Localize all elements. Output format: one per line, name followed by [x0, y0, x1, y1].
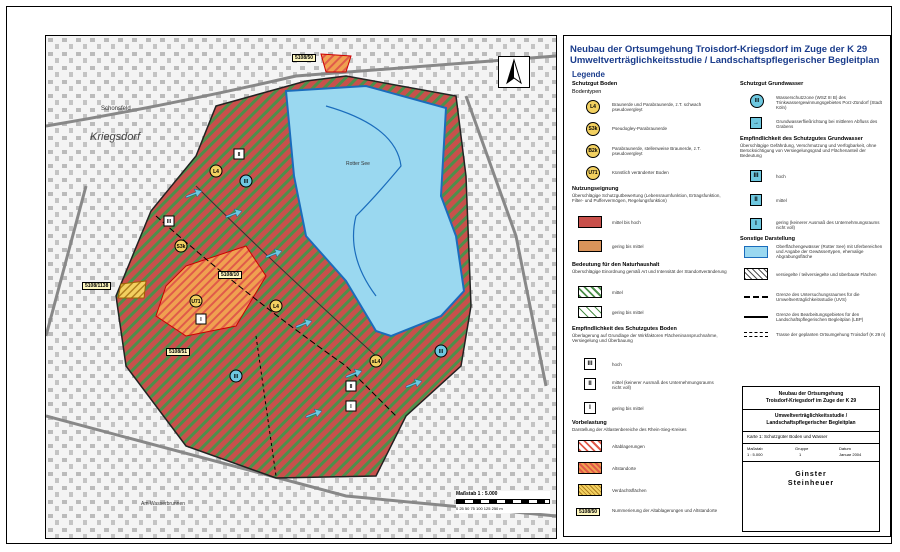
tb-divider	[743, 443, 879, 444]
svg-text:III: III	[166, 219, 172, 225]
svg-text:sL4: sL4	[371, 359, 381, 365]
nature-label: gering bis mittel	[612, 310, 644, 315]
other-heading: Sonstige Darstellung	[740, 236, 796, 242]
gw-sens-symbol: II	[750, 194, 762, 206]
usage-text: Überschlägige Schutzgutbewertung (Lebensraumfunktion, Ertragsfunktion, Filter- und Puffervermögen, Regelungsfunktion)	[572, 193, 721, 203]
legend-panel	[563, 35, 891, 537]
tb-line: Landschaftspflegerischer Begleitplan	[766, 420, 856, 426]
svg-text:II: II	[349, 384, 353, 390]
other-label: versiegelte / teilversiegelte und überbaute Flächen	[776, 272, 877, 277]
gw-sens-label: hoch	[776, 174, 786, 179]
altlast-label[interactable]: 5108/1138	[82, 282, 111, 290]
sealed-swatch	[744, 268, 768, 280]
sensitivity-symbol: II	[584, 378, 596, 390]
soil-symbol: S3k	[586, 122, 600, 136]
other-label: Grenze des Bearbeitungsgebietes für den Landschaftspflegerischen Begleitplan (LBP)	[776, 312, 864, 322]
verdacht-c	[118, 281, 146, 298]
sensitivity-label: mittel (keinerer Ausmaß des Unternehmungsraums nicht voll)	[612, 380, 714, 390]
soil-text: Pseudogley-Parabraunerde	[612, 126, 668, 131]
soil-text: Parabraunerde, stellenweise Braunerde, z.T. pseudovergleyt	[612, 146, 701, 156]
gw-sens-symbol: III	[750, 170, 762, 182]
scale-bar: Maßstab 1 : 5.000 0 25 50 75 100 125 250 m	[456, 491, 550, 513]
map-area[interactable]	[45, 35, 557, 539]
other-label: Trasse der geplanten Ortsumgehung Troisdorf (K 29 n)	[776, 332, 886, 337]
preload-label: Verdachtsflächen	[612, 488, 647, 493]
nature-swatch-low	[578, 306, 602, 318]
legend-heading: Legende	[572, 70, 605, 79]
altlast-label[interactable]: 5108/10	[218, 271, 242, 279]
tb-cell: Datum	[839, 446, 851, 451]
gw-sens-text: Überschlägige Gefährdung, Verschmutzung und Verfügbarkeit, ohne Berücksichtigung von Versiegelungsgrad und Flächenanteil der Bedeutung	[740, 143, 877, 158]
tb-divider	[743, 461, 879, 462]
usage-heading: Nutzungseignung	[572, 186, 619, 192]
groundwater-text: Grundwasserfließrichtung bei mittleren Abfluss des Grabens	[776, 119, 878, 129]
sensitivity-symbol: III	[584, 358, 596, 370]
gw-sens-symbol: I	[750, 218, 762, 230]
north-arrow	[498, 56, 530, 88]
sensitivity-text: Überlagerung auf Grundlage der Wirkfaktoren Flächeninanspruchnahme, Versiegelung und Überbauung	[572, 333, 718, 343]
gw-sens-label: mittel	[776, 198, 787, 203]
tb-line: Neubau der Ortsumgehung	[778, 391, 844, 397]
tb-divider	[743, 431, 879, 432]
map-title: Neubau der Ortsumgehung Troisdorf-Kriegsdorf im Zuge der K 29 Umweltverträglichkeitsstudie / Landschaftspflegerischer Begleitplan	[570, 44, 880, 66]
soil-symbol: B2k	[586, 144, 600, 158]
nature-label: mittel	[612, 290, 623, 295]
tb-divider	[743, 409, 879, 410]
sensitivity-label: hoch	[612, 362, 622, 367]
usage-label: gering bis mittel	[612, 244, 644, 249]
other-label: Grenze des Untersuchungsraumes für die Umweltverträglichkeitsstudie (UVS)	[776, 292, 860, 302]
title-block	[742, 386, 880, 532]
lbp-boundary-swatch	[744, 316, 768, 318]
soil-text: Braunerde und Parabraunerde, z.T. schwach pseudovergleyt	[612, 102, 702, 112]
uvs-boundary-swatch	[744, 296, 768, 298]
street-label: Am Wasserbrunnen	[141, 501, 185, 507]
flow-arrow-icon: →	[750, 117, 762, 129]
tb-line: Umweltverträglichkeitsstudie /	[774, 413, 848, 419]
soil-heading: Schutzgut Boden	[572, 81, 618, 87]
groundwater-symbol: III	[750, 94, 764, 108]
svg-text:L4: L4	[213, 169, 219, 175]
route-swatch	[744, 332, 768, 337]
preload-label: Nummerierung der Altablagerungen und Altstandorte	[612, 508, 718, 513]
gw-sens-heading: Empfindlichkeit des Schutzgutes Grundwasser	[740, 136, 863, 142]
place-label: Kriegsdorf	[90, 131, 141, 143]
svg-text:S3k: S3k	[176, 244, 186, 250]
altablagerung-a	[321, 54, 351, 72]
firm-logo: Steinheuer	[787, 480, 835, 487]
svg-text:III: III	[438, 349, 444, 355]
nature-text: Überschlägige Einordnung gemäß Art und Intensität der Standortveränderung	[572, 269, 727, 274]
preload-text: Darstellung der Altlastenbereiche des Rhein-Sieg-Kreises	[572, 427, 687, 432]
preload-swatch	[578, 484, 602, 496]
soil-symbol: L4	[586, 100, 600, 114]
soil-text: Künstlich veränderter Boden	[612, 170, 669, 175]
tb-cell: Maßstab	[747, 446, 763, 451]
sensitivity-heading: Empfindlichkeit des Schutzgutes Boden	[572, 326, 677, 332]
sensitivity-symbol: I	[584, 402, 596, 414]
svg-text:III: III	[243, 179, 249, 185]
lake-label: Rotter See	[346, 161, 370, 167]
preload-label: Altablagerungen	[612, 444, 645, 449]
svg-text:L4: L4	[273, 304, 279, 310]
nature-swatch-medium	[578, 286, 602, 298]
preload-code: 5108/50	[576, 508, 600, 516]
preload-label: Altstandorte	[612, 466, 637, 471]
sensitivity-label: gering bis mittel	[612, 406, 644, 411]
svg-text:III: III	[233, 374, 239, 380]
preload-swatch	[578, 440, 602, 452]
firm-logo: Ginster	[795, 471, 827, 478]
tb-cell: 1 : 5.000	[747, 452, 763, 457]
usage-swatch-high	[578, 216, 602, 228]
place-label-2: Schonsfeld	[101, 106, 131, 112]
altlast-label[interactable]: 5108/51	[166, 348, 190, 356]
tb-line: Troisdorf-Kriegsdorf im Zuge der K 29	[765, 398, 857, 404]
lake-swatch	[744, 246, 768, 258]
tb-cell: 1	[799, 452, 802, 457]
svg-text:I: I	[350, 404, 352, 410]
tb-karte: Karte 1: Schutzgüter Boden und Wasser	[747, 434, 828, 439]
svg-text:II: II	[237, 152, 241, 158]
tb-cell: Gruppe	[795, 446, 809, 451]
svg-text:I: I	[200, 317, 202, 323]
other-label: Oberflächengewässer (Rotter See) mit Uferbereichen und Angabe der Gewässertypen, ehemalige Abgrabungsfläche	[776, 244, 883, 259]
tb-cell: Januar 2004	[839, 452, 862, 457]
sheet-frame	[6, 6, 892, 544]
usage-label: mittel bis hoch	[612, 220, 641, 225]
altlast-label[interactable]: 5108/50	[292, 54, 316, 62]
svg-text:U71: U71	[191, 299, 201, 305]
nature-heading: Bedeutung für den Naturhaushalt	[572, 262, 660, 268]
gw-sens-label: gering (keinerer Ausmaß des Unternehmungsraums nicht voll)	[776, 220, 880, 230]
groundwater-text: Wasserschutzzone (WSZ III B) des Trinkwassergewinnungsgebietes Porz-Zündorf (Stadt Köln)	[776, 95, 882, 110]
groundwater-heading: Schutzgut Grundwasser	[740, 81, 804, 87]
preload-swatch	[578, 462, 602, 474]
preload-heading: Vorbelastung	[572, 420, 607, 426]
soil-symbol: U71	[586, 166, 600, 180]
usage-swatch-low	[578, 240, 602, 252]
soil-subheading: Bodentypen	[572, 89, 602, 95]
